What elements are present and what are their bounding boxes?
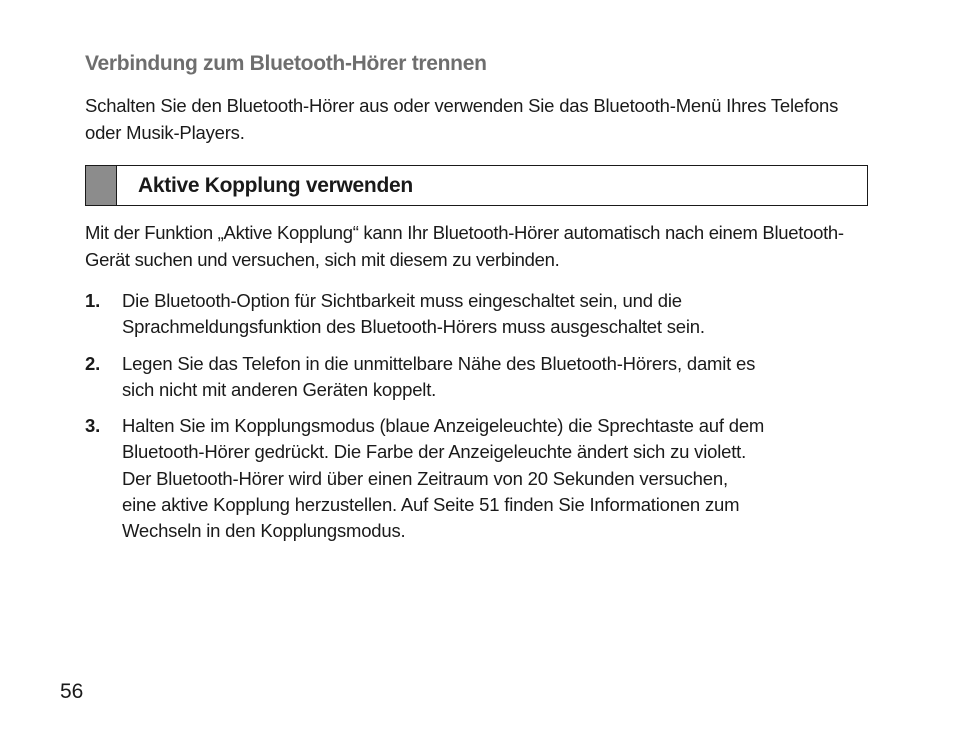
step-item (85, 351, 875, 404)
step-number: 3. (85, 415, 101, 437)
page-number: 56 (60, 680, 84, 703)
section-header-box (85, 165, 868, 206)
step-text: Legen Sie das Telefon in die unmittelbare Nähe des Bluetooth-Hörers, damit es sich nicht mit anderen Geräten koppelt. (122, 352, 756, 400)
section-description: Mit der Funktion „Aktive Kopplung“ kann Ihr Bluetooth-Hörer automatisch nach einem Bluetooth-Gerät suchen und versuchen, sich mit diesem zu verbinden. (85, 222, 844, 270)
steps-list (85, 288, 875, 555)
step-number: 1. (85, 290, 101, 311)
section-title: Aktive Kopplung verwenden (138, 173, 413, 197)
step-text: Halten Sie im Kopplungsmodus (blaue Anzeigeleuchte) die Sprechtaste auf dem Bluetooth-Hörer gedrückt. Die Farbe der Anzeigeleuchte ändert sich zu violett. Der Bluetooth-Hörer wird über einen Zeitraum von 20 Sekunden versuchen, eine aktive Kopplung herzustellen. Auf Seite 51 finden Sie Informationen zum Wechseln in den Kopplungsmodus. (122, 415, 765, 542)
step-number: 2. (85, 352, 101, 374)
step-item (85, 413, 875, 544)
section-marker (86, 166, 117, 205)
step-item (85, 288, 875, 341)
intro-paragraph: Schalten Sie den Bluetooth-Hörer aus oder verwenden Sie das Bluetooth-Menü Ihres Telefons oder Musik-Players. (85, 95, 839, 143)
subheading: Verbindung zum Bluetooth-Hörer trennen (85, 52, 487, 75)
step-text: Die Bluetooth-Option für Sichtbarkeit muss eingeschaltet sein, und die Sprachmeldungsfunktion des Bluetooth-Hörers muss ausgeschaltet sein. (122, 290, 705, 338)
